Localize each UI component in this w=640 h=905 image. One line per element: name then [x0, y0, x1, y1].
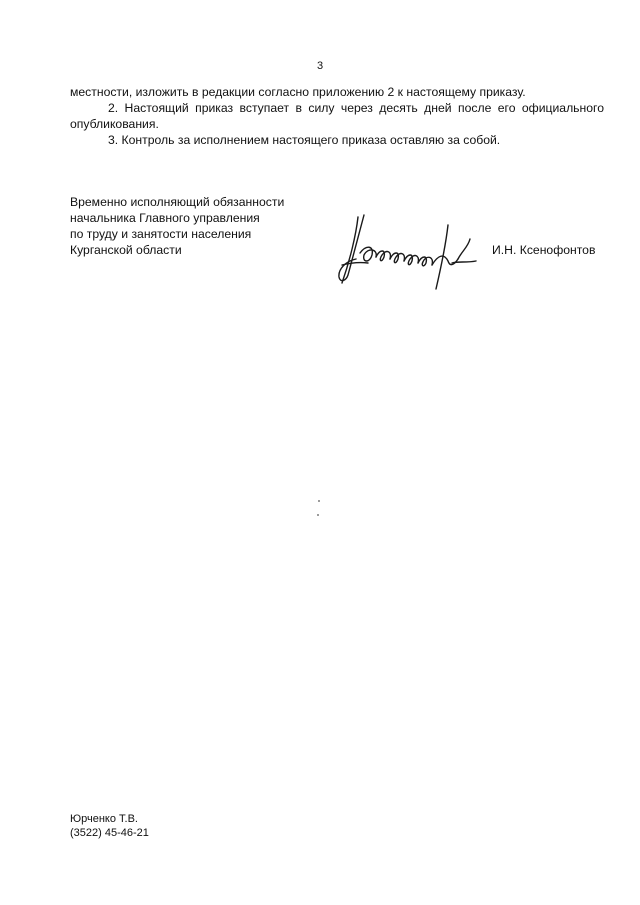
paragraph-continuation: местности, изложить в редакции согласно приложению 2 к настоящему приказу.	[70, 85, 526, 99]
signatory-position-line: начальника Главного управления	[70, 211, 260, 225]
signatory-position-line: Временно исполняющий обязанности	[70, 195, 285, 209]
page-number: 3	[316, 60, 324, 72]
scan-artifact-marks	[313, 498, 325, 522]
signatory-position-line: Курганской области	[70, 243, 182, 257]
signatory-position	[70, 194, 284, 258]
executor-name: Юрченко Т.В.	[70, 813, 138, 825]
executor-phone: (3522) 45-46-21	[70, 827, 149, 839]
executor-block	[70, 812, 149, 840]
paragraph-item-3: 3. Контроль за исполнением настоящего приказа оставляю за собой.	[108, 133, 501, 147]
handwritten-signature	[330, 205, 490, 295]
signatory-name: И.Н. Ксенофонтов	[492, 243, 596, 257]
document-body	[70, 84, 604, 148]
signatory-position-line: по труду и занятости населения	[70, 227, 252, 241]
paragraph-item-2: 2. Настоящий приказ вступает в силу через десять дней после его официального опубликования.	[70, 101, 604, 131]
